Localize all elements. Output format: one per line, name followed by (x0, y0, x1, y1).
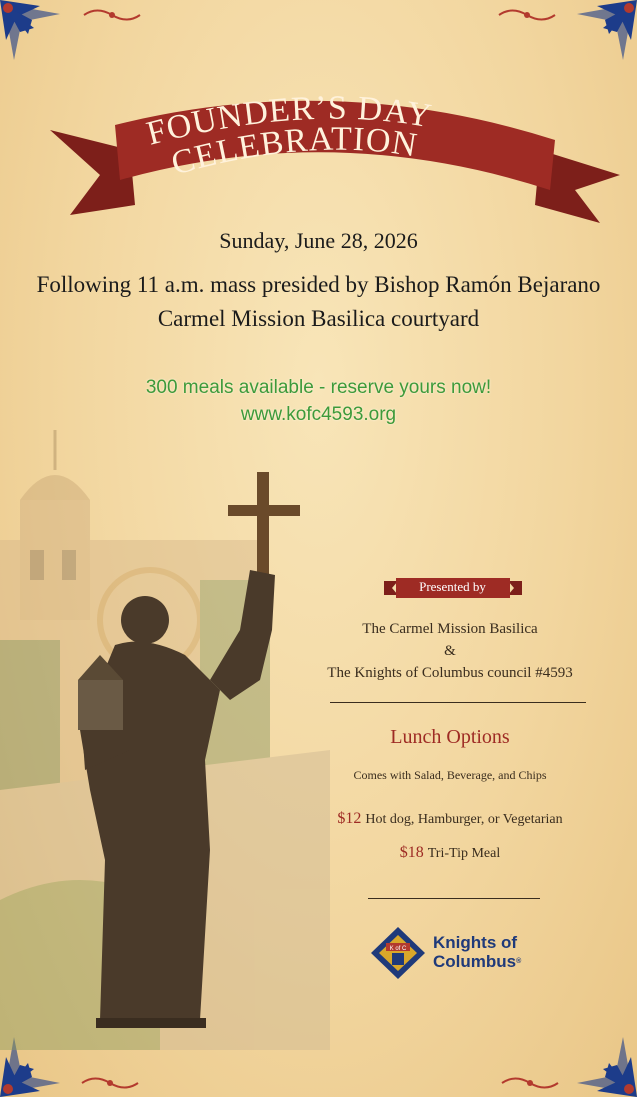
lunch-title: Lunch Options (390, 726, 510, 748)
event-date: Sunday, June 28, 2026 (219, 228, 418, 253)
option-price: $18 (399, 844, 424, 861)
lunch-option (300, 844, 600, 862)
scroll-flourish-icon (497, 6, 557, 24)
corner-ornament-icon (557, 1017, 637, 1097)
event-details (0, 268, 637, 336)
presenter-kofc: The Knights of Columbus council #4593 (327, 665, 573, 681)
location-line: Carmel Mission Basilica courtyard (157, 306, 480, 331)
lunch-option (300, 810, 600, 828)
title-ribbon (50, 95, 620, 225)
banner-line1: FOUNDER’S DAY (142, 95, 435, 153)
reservation-text: 300 meals available - reserve yours now! (145, 377, 492, 398)
presenters-block (290, 618, 610, 684)
scroll-flourish-icon (82, 6, 142, 24)
presenter-basilica: The Carmel Mission Basilica (362, 621, 538, 637)
lunch-includes: Comes with Salad, Beverage, and Chips (353, 768, 547, 782)
kofc-wordmark (433, 933, 521, 971)
statue-illustration (0, 430, 330, 1050)
website-link[interactable]: www.kofc4593.org (240, 404, 397, 425)
reservation-block (0, 374, 637, 428)
banner-line2: CELEBRATION (167, 120, 421, 183)
kofc-line1: Knights of (433, 933, 518, 952)
kofc-line2: Columbus (433, 952, 517, 971)
divider (330, 702, 586, 703)
registered-mark: ® (516, 958, 522, 965)
corner-ornament-icon (557, 0, 637, 80)
option-desc: Tri-Tip Meal (427, 846, 501, 861)
presenter-ampersand: & (444, 643, 456, 659)
divider (368, 898, 540, 899)
option-price: $12 (337, 810, 362, 827)
emblem-letters: K of C (389, 946, 407, 952)
presented-by-label: Presented by (419, 579, 486, 594)
scroll-flourish-icon (500, 1074, 560, 1092)
mass-line: Following 11 a.m. mass presided by Bishop Ramón Bejarano (36, 272, 601, 297)
corner-ornament-icon (0, 0, 80, 80)
option-desc: Hot dog, Hamburger, or Vegetarian (365, 812, 563, 827)
scroll-flourish-icon (80, 1074, 140, 1092)
